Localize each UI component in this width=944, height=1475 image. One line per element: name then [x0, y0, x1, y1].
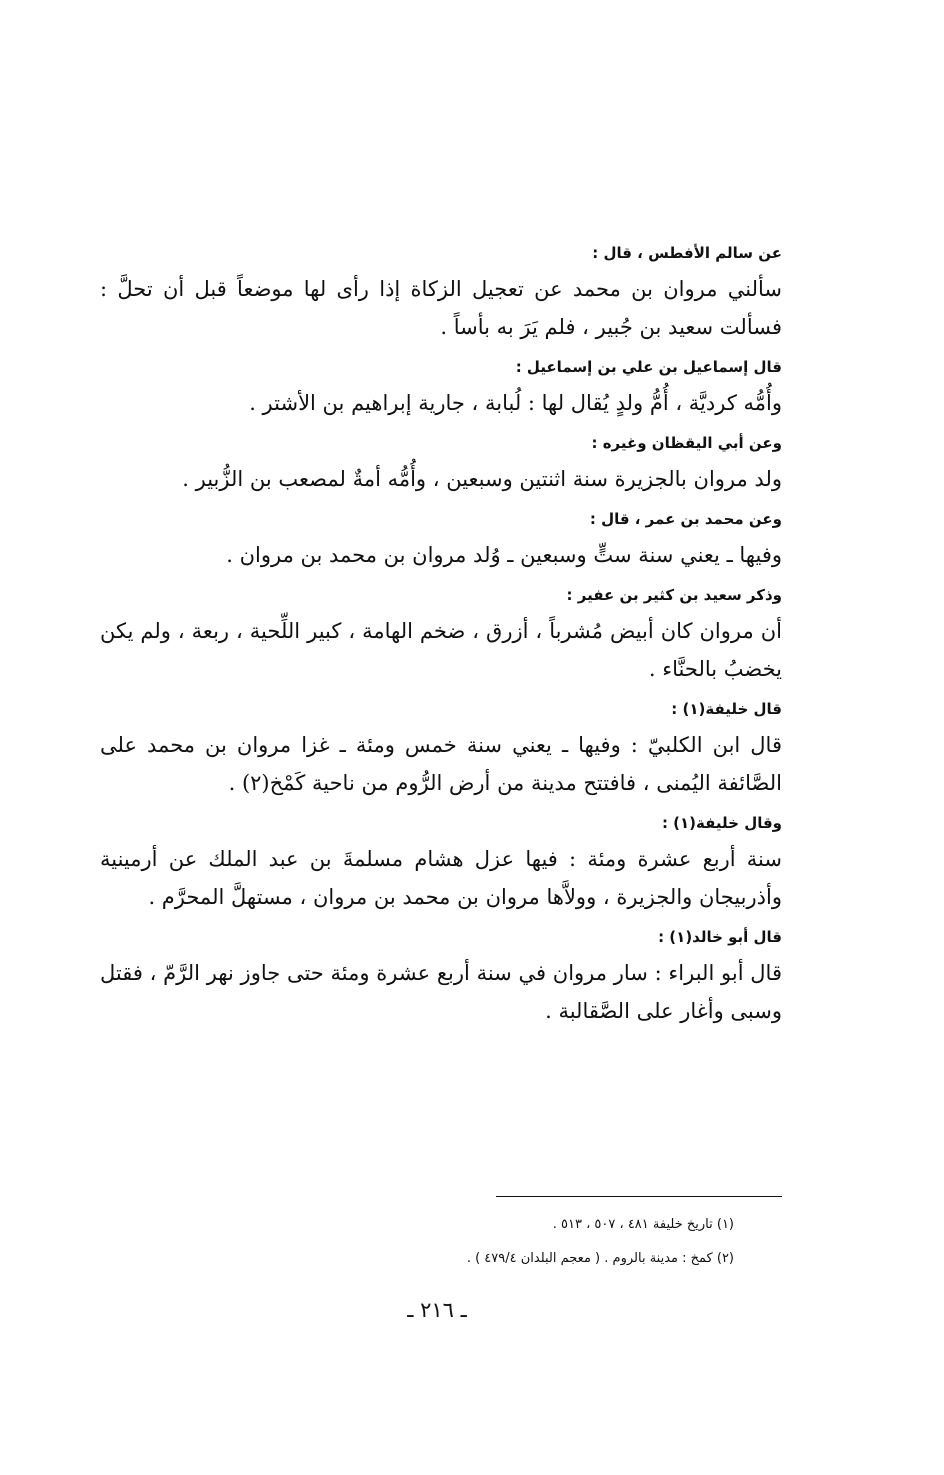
narration-body: وأُمُّه كرديَّة ، أُمُّ ولدٍ يُقال لها : لُبابة ، جارية إبراهيم بن الأشتر . — [249, 391, 782, 415]
narration-body: أن مروان كان أبيض مُشرباً ، أزرق ، ضخم الهامة ، كبير اللِّحية ، ربعة ، ولم يكن يخضبُ بالحنَّاء . — [100, 619, 782, 681]
narration-body: سنة أربع عشرة ومئة : فيها عزل هشام مسلمةَ بن عبد الملك عن أرمينية وأذربيجان والجزيرة ، وولاَّها مروان بن محمد بن مروان ، مستهلَّ المحرَّم . — [100, 847, 782, 909]
narration-section — [100, 698, 782, 802]
main-text — [100, 242, 782, 1030]
narration-heading: قال أبو خالد(١) : — [658, 928, 782, 946]
narration-body: وفيها ـ يعني سنة ستٍّ وسبعين ـ وُلد مروان بن محمد بن مروان . — [226, 543, 782, 567]
narration-section — [100, 242, 782, 346]
narration-section — [100, 508, 782, 574]
narration-body: قال أبو البراء : سار مروان في سنة أربع عشرة ومئة حتى جاوز نهر الرَّمّ ، فقتل وسبى وأغار على الصَّقالبة . — [100, 961, 782, 1023]
narration-heading: وعن أبي اليقظان وغيره : — [591, 434, 782, 452]
narration-section — [100, 926, 782, 1030]
narration-heading: وقال خليفة(١) : — [661, 814, 782, 832]
narration-body: ولد مروان بالجزيرة سنة اثنتين وسبعين ، وأُمُّه أمةٌ لمصعب بن الزُّبير . — [182, 467, 782, 491]
narration-heading: قال إسماعيل بن علي بن إسماعيل : — [515, 358, 782, 376]
narration-section — [100, 356, 782, 422]
footnote-2: (٢) كمخ : مدينة بالروم . ( معجم البلدان ٤٧٩/٤ ) . — [466, 1251, 734, 1266]
footnote-1: (١) تاريخ خليفة ٤٨١ ، ٥٠٧ ، ٥١٣ . — [552, 1217, 734, 1232]
narration-heading: عن سالم الأفطس ، قال : — [592, 244, 782, 262]
footnote-divider — [496, 1196, 782, 1197]
footnotes — [274, 1208, 734, 1276]
narration-section — [100, 812, 782, 916]
narration-body: سألني مروان بن محمد عن تعجيل الزكاة إذا رأى لها موضعاً قبل أن تحلَّ : فسألت سعيد بن جُبير ، فلم يَرَ به بأساً . — [100, 277, 782, 339]
page-number: ـ ٢١٦ ـ — [407, 1298, 467, 1322]
narration-section — [100, 584, 782, 688]
narration-heading: قال خليفة(١) : — [671, 700, 782, 718]
narration-heading: وعن محمد بن عمر ، قال : — [589, 510, 782, 528]
narration-body: قال ابن الكلبيّ : وفيها ـ يعني سنة خمس ومئة ـ غزا مروان بن محمد على الصَّائفة اليُمنى ، فافتتح مدينة من أرض الرُّوم من ناحية كَمْخ(٢) . — [100, 733, 782, 795]
narration-section — [100, 432, 782, 498]
narration-heading: وذكر سعيد بن كثير بن عفير : — [566, 586, 782, 604]
